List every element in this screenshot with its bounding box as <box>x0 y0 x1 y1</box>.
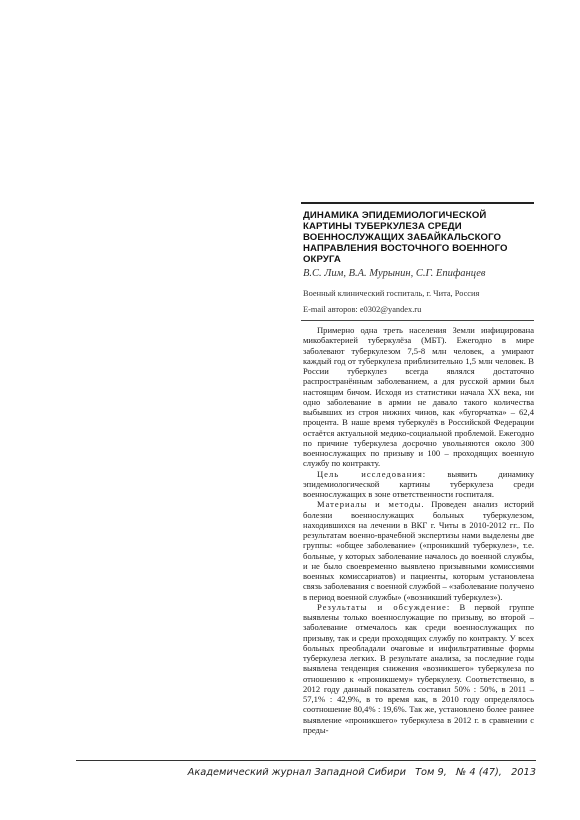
methods-text: Проведен анализ историй болезни военнослужащих больных туберкулезом, находившихся на лечении в ВКГ г. Читы в 2010-2012 гг.. По результатам военно-врачебной экспертизы нами выделены две группы: «общее заболевание» («проникший туберкулез», т.е. больные, у которых заболевание началось до военной службы, и не было своевременно выявлено призывными комиссиями военных комиссариатов) и пациенты, которым установлена связь заболевания с военной службой – «заболевание получено в период военной службы» («возникший туберкулез»). <box>303 499 534 602</box>
article-title: ДИНАМИКА ЭПИДЕМИОЛОГИЧЕСКОЙ КАРТИНЫ ТУБЕРКУЛЕЗА СРЕДИ ВОЕННОСЛУЖАЩИХ ЗАБАЙКАЛЬСКОГО НАПРАВЛЕНИЯ ВОСТОЧНОГО ВОЕННОГО ОКРУГА <box>303 210 508 265</box>
journal-issue: № 4 (47), <box>456 767 502 778</box>
article-email-line <box>303 305 421 314</box>
article-affiliation: Военный клинический госпиталь, г. Чита, Россия <box>303 289 480 298</box>
paragraph-methods <box>303 499 534 602</box>
paragraph-aim <box>303 469 534 500</box>
journal-year: 2013 <box>511 767 536 778</box>
header-divider <box>301 320 534 321</box>
journal-volume: Том 9, <box>415 767 447 778</box>
paragraph-results <box>303 602 534 735</box>
paragraph-intro: Примерно одна треть населения Земли инфицирована микобактерией туберкулёза (МБТ). Ежегодно в мире заболевают туберкулезом 7,5-8 млн человек, а умирают каждый год от туберкулеза приблизительно 1,5 млн человек. В России туберкулез всегда являлся достаточно распространённым заболеванием, а для русской армии был настоящим бичом. Исходя из статистики начала XX века, ни одно заболевание в армии не давало такого количества выбывших из строя нижних чинов, как «бугорчатка» – 62,4 процента. В наше время туберкулёз в Российской Федерации остаётся актуальной медико-социальной проблемой. Ежегодно по причине туберкулеза досрочно увольняются около 300 военнослужащих по призыву и 100 – проходящих военную службу по контракту. <box>303 325 534 469</box>
email-address[interactable]: e0302@yandex.ru <box>359 305 422 314</box>
email-label: E-mail авторов: <box>303 305 358 314</box>
footer-rule <box>76 760 536 761</box>
title-top-rule <box>301 202 534 204</box>
results-text: В первой группе выявлены только военнослужащие по призыву, во второй – заболевание отмечалось как среди военнослужащих по призыву, так и среди проходящих службу по контракту. У всех больных преобладали очаговые и инфильтративные формы туберкулеза легких. В результате анализа, за последние годы выявлена тенденция снижения «возникшего» туберкулеза по отношению к «проникшему» туберкулезу. Соответственно, в 2012 году данный показатель составил 50% : 50%, в 2011 – 57,1% : 42,9%, в то время как, в 2010 году определялось соотношение 80,4% : 19,6%. Так же, установлено более раннее выявление «проникшего» туберкулеза в 2012 г. в сравнении с преды- <box>303 601 534 735</box>
article-body <box>303 325 534 745</box>
journal-name: Академический журнал Западной Сибири <box>187 767 406 778</box>
aim-heading: Цель исследования: <box>317 468 427 479</box>
journal-footer <box>76 767 536 778</box>
article-authors: В.С. Лим, В.А. Мурынин, С.Г. Епифанцев <box>303 268 486 279</box>
methods-heading: Материалы и методы. <box>317 499 425 510</box>
results-heading: Результаты и обсуждение: <box>317 601 451 612</box>
aim-text: выявить динамику эпидемиологической картины туберкулеза среди военнослужащих в зоне ответственности госпиталя. <box>303 468 534 499</box>
